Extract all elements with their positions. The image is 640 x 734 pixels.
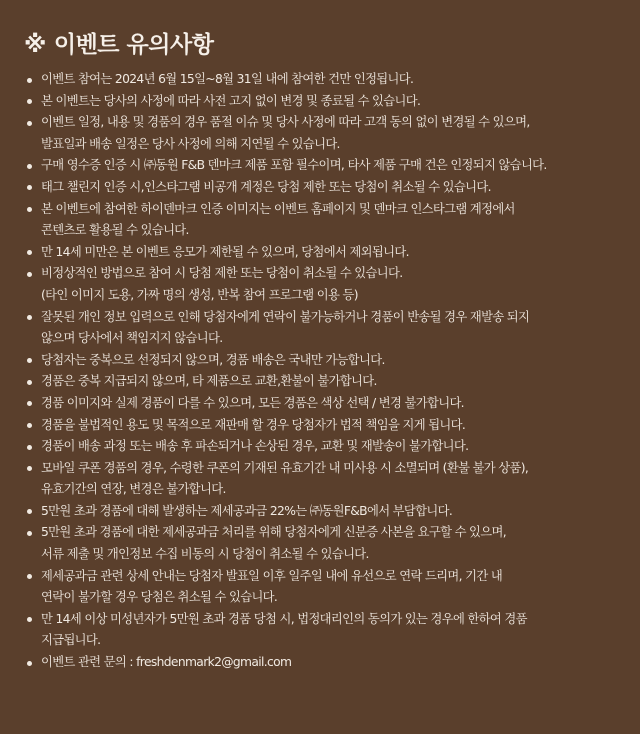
bullet-icon: [27, 99, 32, 104]
bullet-icon: [27, 466, 32, 471]
bullet-icon: [27, 531, 32, 536]
notice-item: [22, 436, 628, 458]
bullet-icon: [27, 617, 32, 622]
notice-item-text: 태그 챌린지 인증 시,인스타그램 비공개 계정은 당첨 제한 또는 당첨이 취소될 수 있습니다.: [41, 179, 491, 194]
notice-item-text: 만 14세 이상 미성년자가 5만원 초과 경품 당첨 시, 법정대리인의 동의가 있는 경우에 한하여 경품: [41, 611, 527, 626]
notice-item: [22, 522, 628, 565]
notice-item-text: 본 이벤트에 참여한 하이덴마크 인증 이미지는 이벤트 홈페이지 및 덴마크 인스타그램 계정에서: [41, 201, 515, 216]
notice-item: [22, 242, 628, 264]
notice-item-text: 연락이 불가할 경우 당첨은 취소될 수 있습니다.: [41, 590, 278, 605]
bullet-icon: [27, 121, 32, 126]
notice-item-text: 서류 제출 및 개인정보 수집 비동의 시 당첨이 취소될 수 있습니다.: [41, 547, 369, 562]
notice-list: [22, 69, 628, 674]
notice-item: [22, 652, 628, 674]
notice-item: [22, 199, 628, 242]
notice-item-text: 비정상적인 방법으로 참여 시 당첨 제한 또는 당첨이 취소될 수 있습니다.: [41, 266, 403, 281]
notice-item: [22, 112, 628, 155]
notice-item-text: 모바일 쿠폰 경품의 경우, 수령한 쿠폰의 기재된 유효기간 내 미사용 시 소멸되며 (환불 불가 상품),: [41, 460, 529, 475]
bullet-icon: [27, 250, 32, 255]
notice-item: [22, 307, 628, 350]
bullet-icon: [27, 272, 32, 277]
reference-mark-icon: ※: [24, 32, 46, 58]
bullet-icon: [27, 574, 32, 579]
notice-item: [22, 91, 628, 113]
bullet-icon: [27, 207, 32, 212]
bullet-icon: [27, 445, 32, 450]
notice-item-text: 경품은 중복 지급되지 않으며, 타 제품으로 교환,환불이 불가합니다.: [41, 374, 377, 389]
notice-item: [22, 350, 628, 372]
notice-title: [24, 30, 628, 60]
bullet-icon: [27, 380, 32, 385]
notice-item-text: 콘텐츠로 활용될 수 있습니다.: [41, 223, 189, 238]
notice-item-text: 만 14세 미만은 본 이벤트 응모가 제한될 수 있으며, 당첨에서 제외됩니다.: [41, 244, 409, 259]
notice-item-text: 5만원 초과 경품에 대한 제세공과금 처리를 위해 당첨자에게 신분증 사본을 요구할 수 있으며,: [41, 525, 507, 540]
notice-item-text: 지급됩니다.: [41, 633, 101, 648]
bullet-icon: [27, 358, 32, 363]
bullet-icon: [27, 423, 32, 428]
notice-item-text: (타인 이미지 도용, 가짜 명의 생성, 반복 참여 프로그램 이용 등): [41, 287, 358, 302]
notice-item-text: 않으며 당사에서 책임지지 않습니다.: [41, 331, 223, 346]
notice-item-text: 경품을 불법적인 용도 및 목적으로 재판매 할 경우 당첨자가 법적 책임을 지게 됩니다.: [41, 417, 466, 432]
notice-item-text: 본 이벤트는 당사의 사정에 따라 사전 고지 없이 변경 및 종료될 수 있습니다.: [41, 93, 421, 108]
notice-item: [22, 458, 628, 501]
notice-item-text: 이벤트 관련 문의 : freshdenmark2@gmail.com: [41, 655, 292, 670]
notice-item-text: 구매 영수증 인증 시 ㈜동원 F&B 덴마크 제품 포함 필수이며, 타사 제품 구매 건은 인정되지 않습니다.: [41, 158, 547, 173]
notice-item-text: 잘못된 개인 정보 입력으로 인해 당첨자에게 연락이 불가능하거나 경품이 반송될 경우 재발송 되지: [41, 309, 530, 324]
notice-item: [22, 566, 628, 609]
notice-item: [22, 155, 628, 177]
notice-item-text: 당첨자는 중복으로 선정되지 않으며, 경품 배송은 국내만 가능합니다.: [41, 352, 385, 367]
bullet-icon: [27, 185, 32, 190]
notice-item-text: 제세공과금 관련 상세 안내는 당첨자 발표일 이후 일주일 내에 유선으로 연락 드리며, 기간 내: [41, 568, 503, 583]
notice-item-text: 5만원 초과 경품에 대해 발생하는 제세공과금 22%는 ㈜동원F&B에서 부담합니다.: [41, 503, 453, 518]
bullet-icon: [27, 401, 32, 406]
notice-item: [22, 501, 628, 523]
notice-item: [22, 69, 628, 91]
notice-item: [22, 263, 628, 306]
notice-item: [22, 177, 628, 199]
notice-item-text: 발표일과 배송 일정은 당사 사정에 의해 지연될 수 있습니다.: [41, 136, 340, 151]
notice-item-text: 이벤트 일정, 내용 및 경품의 경우 품절 이슈 및 당사 사정에 따라 고객 동의 없이 변경될 수 있으며,: [41, 115, 530, 130]
notice-item: [22, 609, 628, 652]
notice-item: [22, 371, 628, 393]
bullet-icon: [27, 315, 32, 320]
notice-item-text: 경품 이미지와 실제 경품이 다를 수 있으며, 모든 경품은 색상 선택 / 변경 불가합니다.: [41, 395, 464, 410]
notice-item-text: 이벤트 참여는 2024년 6월 15일~8월 31일 내에 참여한 건만 인정됩니다.: [41, 72, 414, 86]
notice-item: [22, 393, 628, 415]
bullet-icon: [27, 661, 32, 666]
notice-item-text: 유효기간의 연장, 변경은 불가합니다.: [41, 482, 226, 497]
notice-item-text: 경품이 배송 과정 또는 배송 후 파손되거나 손상된 경우, 교환 및 재발송이 불가합니다.: [41, 439, 469, 454]
notice-title-text: 이벤트 유의사항: [53, 32, 214, 58]
bullet-icon: [27, 509, 32, 514]
notice-item: [22, 415, 628, 437]
bullet-icon: [27, 78, 32, 83]
bullet-icon: [27, 164, 32, 169]
